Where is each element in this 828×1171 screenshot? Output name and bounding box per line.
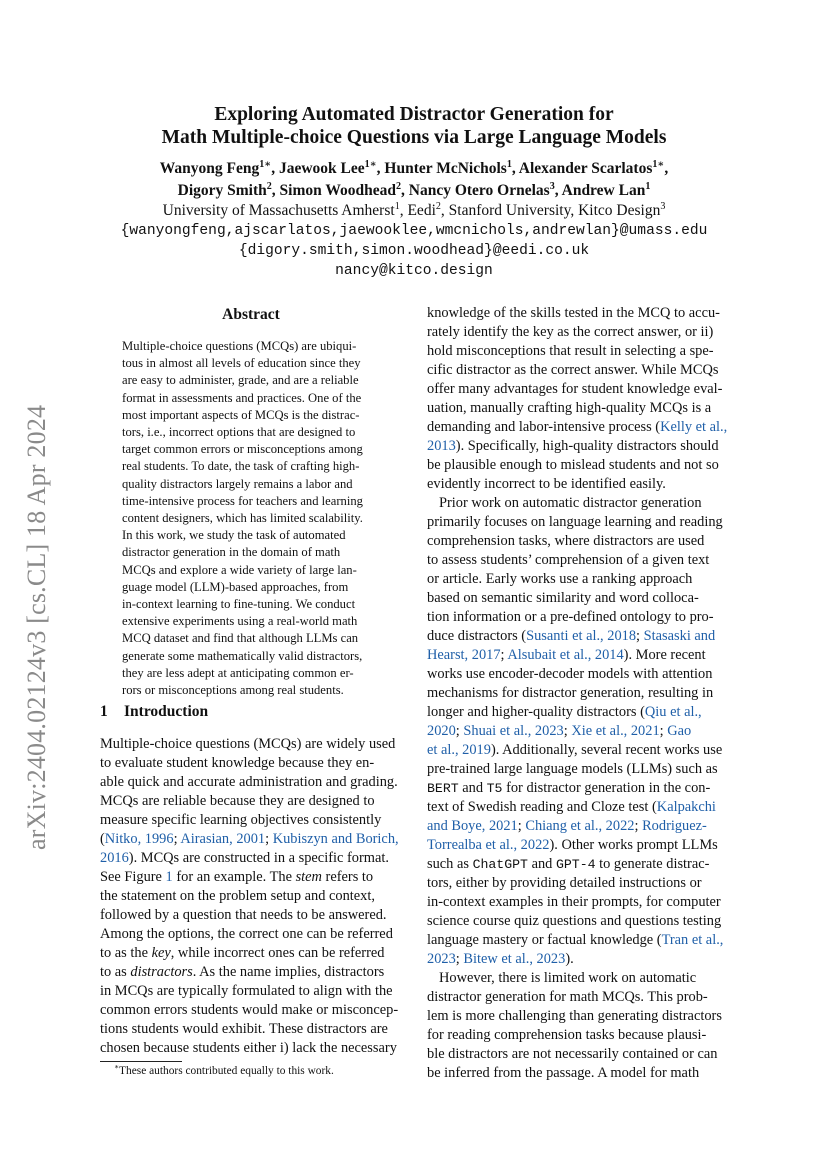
abstract-line: most important aspects of MCQs is the distrac- [122, 407, 360, 422]
text-line [100, 811, 402, 830]
abstract-line: target common errors or misconceptions among [122, 442, 363, 457]
affiliation-name: Eedi [407, 202, 436, 219]
text-span: be inferred from the passage. A model for math [427, 1065, 700, 1081]
abstract-line: rors or misconceptions among real students. [122, 683, 344, 698]
abstract-line: in-context learning to fine-tuning. We conduct [122, 597, 356, 612]
text-line [100, 868, 402, 887]
text-span: ble distractors are not necessarily contained or can [427, 1046, 718, 1062]
text-line [427, 1026, 731, 1045]
text-span: Among the options, the correct one can be referred [100, 926, 393, 942]
text-line [100, 963, 402, 982]
citation-link[interactable]: and Boye, 2021 [427, 818, 518, 834]
text-line [427, 513, 731, 532]
author-name: Jaewook Lee [278, 160, 365, 177]
text-span: measure specific learning objectives consistently [100, 812, 382, 828]
text-span: for reading comprehension tasks because plausi- [427, 1027, 707, 1043]
text-line [100, 925, 402, 944]
text-line [427, 437, 731, 456]
text-span: for distractor generation in the con- [502, 780, 711, 796]
author-superscript: 2 [395, 180, 402, 192]
abstract-line: Multiple-choice questions (MCQs) are ubiqui- [122, 339, 357, 353]
author-name: Simon Woodhead [279, 182, 396, 199]
arxiv-identifier-sidebar: arXiv:2404.02124v3 [cs.CL] 18 Apr 2024 [22, 404, 51, 850]
model-name: BERT [427, 781, 459, 796]
citation-link[interactable]: Bitew et al., 2023 [463, 951, 566, 967]
text-line [427, 475, 731, 494]
text-span: followed by a question that needs to be answered. [100, 907, 387, 923]
left-column-body [100, 735, 402, 1058]
text-span: cific distractor as the correct answer. While MCQs [427, 362, 719, 378]
citation-link[interactable]: 2016 [100, 850, 129, 866]
text-line [427, 931, 731, 950]
text-span: ; [563, 723, 572, 739]
abstract-line: MCQ dataset and find that although LLMs can [122, 631, 359, 646]
email-line: {wanyongfeng,ajscarlatos,jaewooklee,wmcnichols,andrewlan}@umass.edu [120, 223, 708, 239]
text-line [427, 760, 731, 779]
author-superscript: 2 [266, 180, 272, 192]
text-span: mechanisms for distractor generation, resulting in [427, 685, 714, 701]
model-name: GPT-4 [555, 857, 596, 872]
author-line-2: Digory Smith$^2$, Simon Woodhead$^2$, Nancy Otero Ornelas$^3$, Andrew Lan$^1$ [177, 180, 651, 199]
text-span: ; [265, 831, 273, 847]
text-line [427, 893, 731, 912]
author-name: Andrew Lan [561, 182, 646, 199]
text-span: text of Swedish reading and Cloze test ( [427, 799, 657, 815]
affiliation-name: Stanford University, Kitco Design [448, 202, 661, 219]
author-superscript: 1 [645, 180, 651, 192]
text-span: . As the name implies, distractors [192, 964, 385, 980]
footnote-text: These authors contributed equally to this work. [119, 1065, 334, 1077]
text-line [427, 741, 731, 760]
text-line [427, 418, 731, 437]
text-span: to evaluate student knowledge because they en- [100, 755, 375, 771]
text-span: Multiple-choice questions (MCQs) are widely used [100, 736, 396, 752]
text-line [427, 589, 731, 608]
text-span: tions students would exhibit. These distractors are [100, 1021, 388, 1037]
email-line: nancy@kitco.design [335, 263, 493, 279]
affiliation-superscript: 2 [435, 200, 441, 212]
text-span: tion information or a pre-defined ontology to pro- [427, 609, 714, 625]
text-span: for an example. The [172, 869, 296, 885]
emphasized-term: stem [295, 869, 322, 885]
text-span: demanding and labor-intensive process ( [427, 419, 661, 435]
text-line [100, 754, 402, 773]
model-name: ChatGPT [472, 857, 528, 872]
author-superscript: 1∗ [364, 158, 377, 170]
text-span: ). Specifically, high-quality distractors should [455, 438, 719, 454]
text-span: language mastery or factual knowledge ( [427, 932, 662, 948]
citation-link[interactable]: Hearst, 2017 [427, 647, 501, 663]
author-superscript: 3 [549, 180, 555, 192]
text-span: to as the [100, 945, 152, 961]
citation-link[interactable]: et al., 2019 [427, 742, 491, 758]
text-span: ). More recent [623, 647, 706, 663]
text-line [427, 456, 731, 475]
citation-link[interactable]: 1 [165, 869, 173, 885]
right-column-body [427, 304, 731, 1083]
citation-link[interactable]: Chiang et al., 2022 [525, 818, 635, 834]
abstract-line: quality distractors largely remains a labor and [122, 476, 353, 491]
text-span: to generate distrac- [595, 856, 710, 872]
paper-title [0, 103, 828, 149]
affiliations: University of Massachusetts Amherst$^1$, Eedi$^2$, Stanford University, Kitco Design$^3$ [162, 200, 666, 219]
text-line [427, 988, 731, 1007]
citation-link[interactable]: Torrealba et al., 2022 [427, 837, 550, 853]
email-line: {digory.smith,simon.woodhead}@eedi.co.uk [238, 243, 590, 259]
text-span: tors, either by providing detailed instructions or [427, 875, 702, 891]
text-line [100, 830, 402, 849]
abstract-line: generate some mathematically valid distractors, [122, 648, 363, 663]
text-span: to as [100, 964, 131, 980]
abstract-line: guage model (LLM)-based approaches, from [122, 579, 349, 594]
citation-link[interactable]: Kalpakchi [656, 799, 716, 815]
text-line [427, 1007, 731, 1026]
abstract-line: format in assessments and practices. One of the [122, 390, 362, 405]
section-title: Introduction [124, 703, 209, 720]
citation-link[interactable]: 2020 [427, 723, 456, 739]
text-line [100, 887, 402, 906]
citation-link[interactable]: Shuai et al., 2023 [463, 723, 564, 739]
text-line [427, 380, 731, 399]
footnote-rule [100, 1061, 182, 1062]
text-line [427, 342, 731, 361]
text-span: able quick and accurate administration and grading. [100, 774, 398, 790]
text-line [427, 912, 731, 931]
text-span: duce distractors ( [427, 628, 527, 644]
text-span: pre-trained large language models (LLMs) such as [427, 761, 718, 777]
abstract-line: distractor generation in the domain of math [122, 545, 341, 560]
text-line [427, 703, 731, 722]
text-line [427, 665, 731, 684]
citation-link[interactable]: 2013 [427, 438, 456, 454]
text-span: and [458, 780, 487, 796]
text-line [427, 494, 731, 513]
text-line [100, 773, 402, 792]
affiliation-superscript: 3 [660, 200, 666, 212]
citation-link[interactable]: Alsubait et al., 2014 [507, 647, 624, 663]
text-line [427, 817, 731, 836]
abstract-line: extensive experiments using a real-world math [122, 614, 358, 629]
text-line [100, 1020, 402, 1039]
text-line [427, 570, 731, 589]
text-span: be plausible enough to mislead students and not so [427, 457, 719, 473]
text-line [100, 1001, 402, 1020]
text-span: ; [659, 723, 668, 739]
text-span: Prior work on automatic distractor generation [439, 495, 702, 511]
text-line [427, 646, 731, 665]
text-line [100, 735, 402, 754]
text-line [427, 1045, 731, 1064]
text-line [427, 627, 731, 646]
text-span: ). MCQs are constructed in a specific format. [128, 850, 389, 866]
text-span: or article. Early works use a ranking approach [427, 571, 693, 587]
text-span: ). [565, 951, 574, 967]
text-line [427, 969, 731, 988]
author-name: Wanyong Feng [159, 160, 260, 177]
text-line [427, 323, 731, 342]
model-name: T5 [486, 781, 503, 796]
text-span: refers to [321, 869, 374, 885]
text-span: ; [634, 818, 643, 834]
citation-link[interactable]: 2023 [427, 951, 456, 967]
abstract-line: time-intensive process for teachers and learning [122, 493, 363, 508]
text-span: longer and higher-quality distractors ( [427, 704, 645, 720]
text-span: ; [636, 628, 644, 644]
citation-link[interactable]: Gao [667, 723, 692, 739]
text-span: science course quiz questions and questions testing [427, 913, 722, 929]
text-span: works use encoder-decoder models with attention [427, 666, 713, 682]
abstract-line: are easy to administer, grade, and are a reliable [122, 373, 359, 388]
text-line [427, 684, 731, 703]
citation-link[interactable]: Kelly et al., [660, 419, 728, 435]
text-span: ). Other works prompt LLMs [549, 837, 718, 853]
text-span: based on semantic similarity and word colloca- [427, 590, 699, 606]
abstract-line: MCQs and explore a wide variety of large lan- [122, 562, 357, 577]
text-span: lem is more challenging than generating distractors [427, 1008, 722, 1024]
section-number: 1 [100, 703, 108, 720]
text-line [100, 982, 402, 1001]
title-line-2: Math Multiple-choice Questions via Large Language Models [161, 127, 667, 148]
text-span: primarily focuses on language learning and reading [427, 514, 723, 530]
citation-link[interactable]: Qiu et al., [644, 704, 702, 720]
author-emails [0, 221, 828, 281]
citation-link[interactable]: Xie et al., 2021 [571, 723, 660, 739]
text-span: in-context examples in their prompts, for computer [427, 894, 721, 910]
title-line-1: Exploring Automated Distractor Generation for [214, 104, 614, 125]
text-span: in MCQs are typically formulated to align with the [100, 983, 393, 999]
text-line [427, 532, 731, 551]
text-span: common errors students would make or misconcep- [100, 1002, 399, 1018]
text-line [427, 1064, 731, 1083]
citation-link[interactable]: Tran et al., [661, 932, 724, 948]
text-line [427, 304, 731, 323]
text-span: , while incorrect ones can be referred [170, 945, 385, 961]
text-line [100, 849, 402, 868]
text-span: such as [427, 856, 473, 872]
text-span: uation, manually crafting high-quality MCQs is a [427, 400, 712, 416]
text-span: ). Additionally, several recent works use [490, 742, 723, 758]
text-span: ; [455, 723, 464, 739]
text-line [427, 361, 731, 380]
abstract-line: they are less adept at anticipating common er- [122, 665, 354, 680]
footnote [114, 1064, 334, 1078]
author-name: Digory Smith [177, 182, 267, 199]
text-span: ; [517, 818, 526, 834]
citation-link[interactable]: Nitko, 1996 [104, 831, 174, 847]
text-span: ; [173, 831, 181, 847]
text-line [100, 906, 402, 925]
author-name: Nancy Otero Ornelas [408, 182, 550, 199]
abstract-heading: Abstract [222, 306, 280, 323]
text-line [427, 722, 731, 741]
abstract-line: In this work, we study the task of automated [122, 528, 346, 543]
text-span: to assess students’ comprehension of a given text [427, 552, 710, 568]
author-list [0, 158, 828, 202]
text-line [427, 608, 731, 627]
author-name: Alexander Scarlatos [518, 160, 653, 177]
text-span: comprehension tasks, where distractors are used [427, 533, 705, 549]
abstract-line: content designers, which has limited scalability. [122, 511, 363, 526]
section-heading-introduction [100, 703, 208, 721]
text-line [427, 779, 731, 798]
text-span: and [527, 856, 556, 872]
abstract-line: real students. To date, the task of crafting high- [122, 459, 360, 474]
author-name: Hunter McNichols [384, 160, 507, 177]
citation-link[interactable]: Kubiszyn and Borich, [272, 831, 399, 847]
affiliation-superscript: 1 [394, 200, 400, 212]
text-line [427, 855, 731, 874]
text-line [427, 836, 731, 855]
text-line [427, 798, 731, 817]
text-span: evidently incorrect to be identified easily. [427, 476, 666, 492]
text-line [427, 950, 731, 969]
emphasized-term: key [151, 945, 171, 961]
text-line [427, 551, 731, 570]
citation-link[interactable]: Susanti et al., 2018 [526, 628, 637, 644]
text-span: See Figure [100, 869, 166, 885]
text-span: However, there is limited work on automatic [439, 970, 697, 986]
affiliation-name: University of Massachusetts Amherst [162, 202, 395, 219]
abstract-line: tous in almost all levels of education since they [122, 356, 361, 371]
author-superscript: 1∗ [652, 158, 665, 170]
text-span: knowledge of the skills tested in the MCQ to accu- [427, 305, 720, 321]
text-line [100, 1039, 402, 1058]
citation-link[interactable]: Airasian, 2001 [180, 831, 266, 847]
text-line [427, 399, 731, 418]
author-superscript: 1∗ [259, 158, 272, 170]
text-span: MCQs are reliable because they are designed to [100, 793, 375, 809]
citation-link[interactable]: Stasaski and [643, 628, 716, 644]
text-span: distractor generation for math MCQs. This prob- [427, 989, 708, 1005]
text-span: ; [500, 647, 508, 663]
citation-link[interactable]: Rodriguez- [642, 818, 707, 834]
text-span: chosen because students either i) lack the necessary [100, 1040, 397, 1056]
abstract-line: tors, i.e., incorrect options that are designed to [122, 425, 356, 440]
text-span: the statement on the problem setup and context, [100, 888, 375, 904]
text-span: hold misconceptions that result in selecting a spe- [427, 343, 714, 359]
text-span: rately identify the key as the correct answer, or ii) [427, 324, 714, 340]
emphasized-term: distractors [130, 964, 193, 980]
text-span: ; [455, 951, 464, 967]
text-span: offer many advantages for student knowledge eval- [427, 381, 723, 397]
text-span: ( [100, 831, 105, 847]
author-superscript: 1 [506, 158, 512, 170]
text-line [100, 944, 402, 963]
author-line-1: Wanyong Feng$^{1∗}$, Jaewook Lee$^{1∗}$, Hunter McNichols$^1$, Alexander Scarlatos$^{1∗}$, [159, 158, 669, 177]
footnote-mark: ∗ [114, 1062, 120, 1072]
text-line [427, 874, 731, 893]
text-line [100, 792, 402, 811]
abstract-body [122, 338, 380, 699]
